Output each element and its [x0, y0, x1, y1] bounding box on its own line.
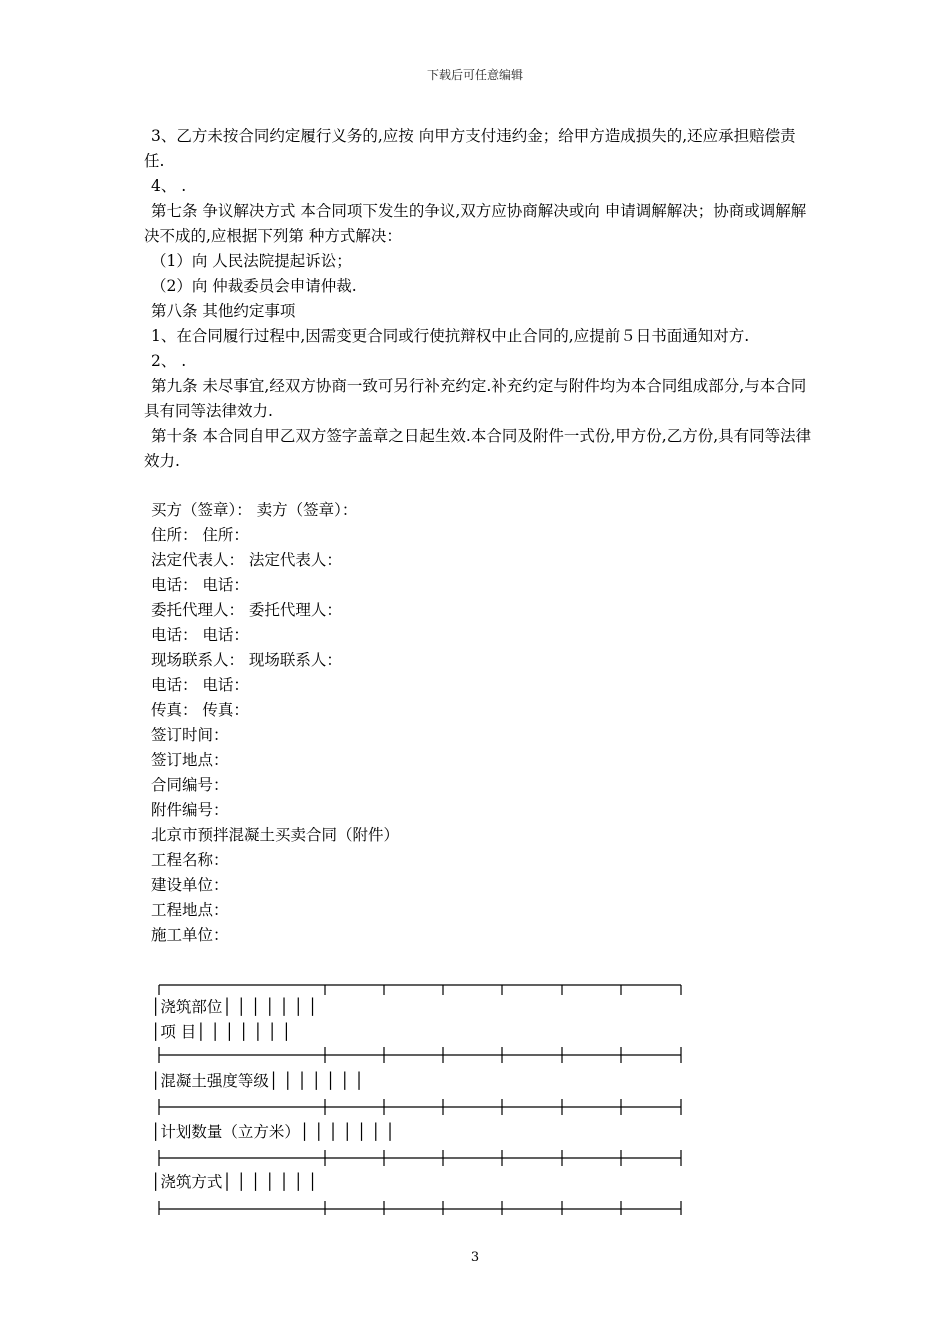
clause-paragraph: 3、乙方未按合同约定履行义务的,应按 向甲方支付违约金；给甲方造成损失的,还应承担赔偿责任.: [144, 127, 796, 170]
signature-line: 施工单位：: [151, 926, 229, 944]
signature-line: 住所： 住所：: [151, 526, 249, 544]
contract-body: [144, 124, 812, 474]
clause-paragraph: 第九条 未尽事宜,经双方协商一致可另行补充约定.补充约定与附件均为本合同组成部分,与本合同具有同等法律效力.: [144, 377, 807, 420]
table-row: │浇筑部位│ │ │ │ │ │ │: [151, 998, 318, 1016]
attachment-title: 北京市预拌混凝土买卖合同（附件）: [151, 826, 400, 844]
table-row: │混凝土强度等级│ │ │ │ │ │ │: [151, 1072, 364, 1090]
signature-line: 法定代表人： 法定代表人：: [151, 551, 342, 569]
signature-line: 工程名称：: [151, 851, 229, 869]
clause-paragraph: （2）向 仲裁委员会申请仲裁.: [151, 277, 357, 295]
clause-paragraph: 2、 .: [151, 352, 187, 370]
signature-line: 签订地点：: [151, 751, 229, 769]
table-row: │浇筑方式│ │ │ │ │ │ │: [151, 1173, 318, 1191]
signature-line: 签订时间：: [151, 726, 229, 744]
signature-line: 电话： 电话：: [151, 626, 249, 644]
clause-paragraph: 第八条 其他约定事项: [151, 302, 296, 320]
signature-line: 买方（签章）： 卖方（签章）：: [151, 501, 358, 519]
signature-line: 合同编号：: [151, 776, 229, 794]
clause-paragraph: 第七条 争议解决方式 本合同项下发生的争议,双方应协商解决或向 申请调解解决；协商或调解解决不成的,应根据下列第 种方式解决：: [144, 202, 807, 245]
clause-paragraph: 4、 .: [151, 177, 187, 195]
page-header: 下载后可任意编辑: [426, 68, 523, 82]
signature-line: 电话： 电话：: [151, 676, 249, 694]
attachment-table: [151, 975, 691, 1191]
table-row: │计划数量（立方米）│ │ │ │ │ │ │: [151, 1123, 395, 1141]
signature-line: 委托代理人： 委托代理人：: [151, 601, 342, 619]
clause-paragraph: 1、在合同履行过程中,因需变更合同或行使抗辩权中止合同的,应提前５日书面通知对方.: [151, 327, 750, 345]
signature-block: [151, 498, 399, 948]
signature-line: 电话： 电话：: [151, 576, 249, 594]
signature-line: 附件编号：: [151, 801, 229, 819]
signature-line: 建设单位：: [151, 876, 229, 894]
table-row: │项 目│ │ │ │ │ │ │: [151, 1023, 292, 1041]
signature-line: 传真： 传真：: [151, 701, 249, 719]
signature-line: 工程地点：: [151, 901, 229, 919]
signature-line: 现场联系人： 现场联系人：: [151, 651, 342, 669]
clause-paragraph: 第十条 本合同自甲乙双方签字盖章之日起生效.本合同及附件一式份,甲方份,乙方份,具有同等法律效力.: [144, 427, 812, 470]
clause-paragraph: （1）向 人民法院提起诉讼；: [151, 252, 352, 270]
page-number: 3: [470, 1250, 480, 1265]
